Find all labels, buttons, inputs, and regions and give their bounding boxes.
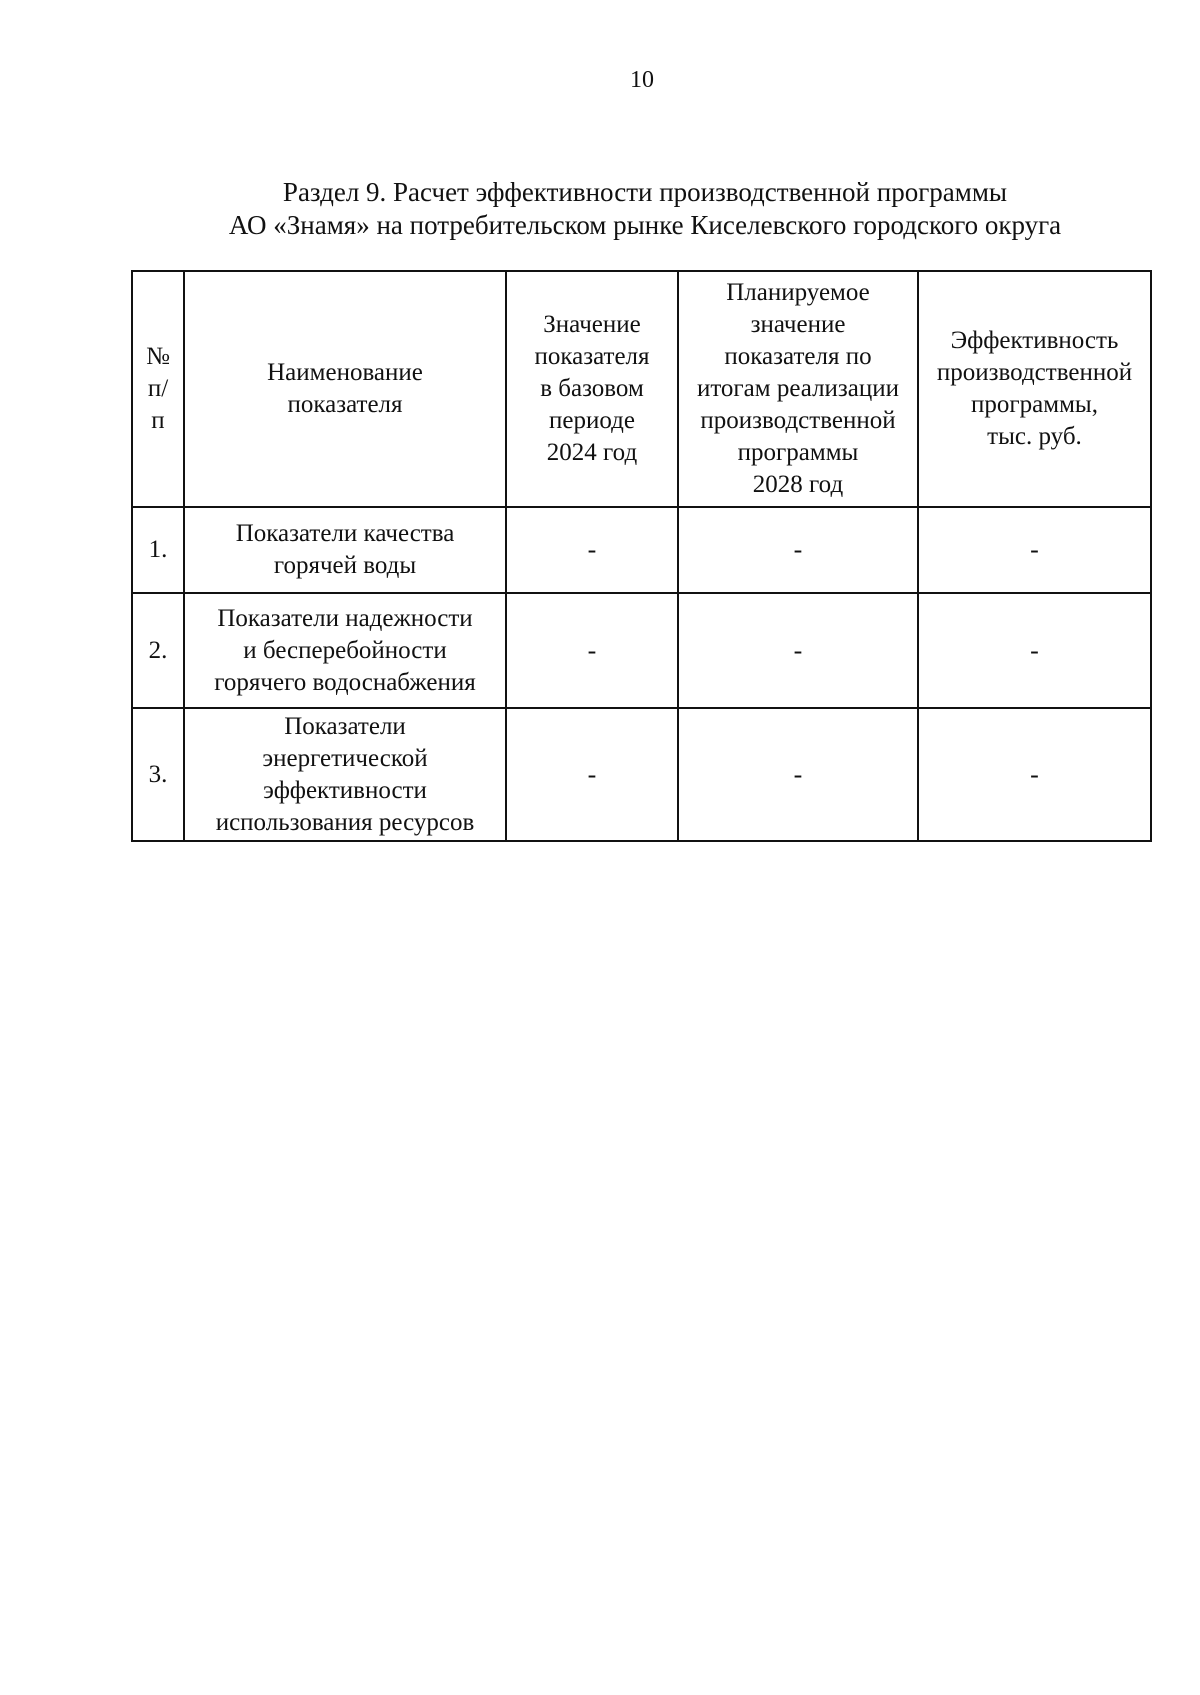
header-efficiency-line: программы, xyxy=(971,391,1098,418)
row-indicator-name-line: горячей воды xyxy=(273,552,417,579)
header-planned-value xyxy=(678,271,918,507)
table-row xyxy=(132,593,1151,708)
row-number: 3. xyxy=(132,708,184,841)
row-indicator-name xyxy=(184,593,506,708)
page-number: 10 xyxy=(630,67,654,93)
header-efficiency xyxy=(918,271,1151,507)
header-number-line: п/ xyxy=(147,375,169,402)
row-efficiency: - xyxy=(918,708,1151,841)
row-indicator-name-line: Показатели надежности xyxy=(217,604,473,632)
row-efficiency: - xyxy=(918,593,1151,708)
row-planned-value: - xyxy=(678,708,918,841)
row-planned-value: - xyxy=(678,507,918,593)
header-number-line: № xyxy=(146,343,170,370)
row-indicator-name-line: Показатели xyxy=(284,712,406,740)
row-planned-value: - xyxy=(678,593,918,708)
row-base-value: - xyxy=(506,708,678,841)
header-efficiency-line: производственной xyxy=(936,359,1133,386)
row-indicator-name-line: Показатели качества xyxy=(235,520,455,547)
row-number: 1. xyxy=(132,507,184,593)
header-indicator-name-line: показателя xyxy=(287,391,403,418)
table-row xyxy=(132,708,1151,841)
header-base-value xyxy=(506,271,678,507)
header-efficiency-line: тыс. руб. xyxy=(987,423,1082,450)
header-base-value-line: показателя xyxy=(534,343,650,370)
header-planned-value-line: показателя по xyxy=(724,343,872,370)
row-efficiency: - xyxy=(918,507,1151,593)
table-header-row xyxy=(132,271,1151,507)
row-indicator-name xyxy=(184,507,506,593)
header-indicator-name xyxy=(184,271,506,507)
row-indicator-name-line: и бесперебойности xyxy=(243,636,447,664)
row-indicator-name xyxy=(184,708,506,841)
table-row xyxy=(132,507,1151,593)
header-number-line: п xyxy=(151,407,165,434)
header-base-value-line: 2024 год xyxy=(546,439,638,466)
header-planned-value-line: 2028 год xyxy=(752,471,844,498)
header-indicator-name-line: Наименование xyxy=(267,359,423,386)
row-number: 2. xyxy=(132,593,184,708)
row-indicator-name-line: эффективности xyxy=(263,776,427,804)
section-title-line-2: АО «Знамя» на потребительском рынке Киселевского городского округа xyxy=(228,210,1062,240)
row-indicator-name-line: использования ресурсов xyxy=(215,808,475,836)
row-base-value: - xyxy=(506,507,678,593)
efficiency-table xyxy=(131,270,1152,842)
section-title xyxy=(130,176,1160,242)
header-number xyxy=(132,271,184,507)
header-planned-value-line: программы xyxy=(737,439,859,466)
header-base-value-line: периоде xyxy=(549,407,635,434)
header-base-value-line: Значение xyxy=(543,311,641,338)
row-indicator-name-line: горячего водоснабжения xyxy=(214,668,476,696)
row-base-value: - xyxy=(506,593,678,708)
header-planned-value-line: значение xyxy=(750,311,846,338)
row-indicator-name-line: энергетической xyxy=(262,744,428,772)
header-planned-value-line: производственной xyxy=(700,407,896,434)
header-efficiency-line: Эффективность xyxy=(950,327,1119,354)
header-planned-value-line: итогам реализации xyxy=(696,375,900,402)
section-title-line-1: Раздел 9. Расчет эффективности производственной программы xyxy=(282,177,1008,207)
header-base-value-line: в базовом xyxy=(540,375,644,402)
header-planned-value-line: Планируемое xyxy=(726,279,870,306)
